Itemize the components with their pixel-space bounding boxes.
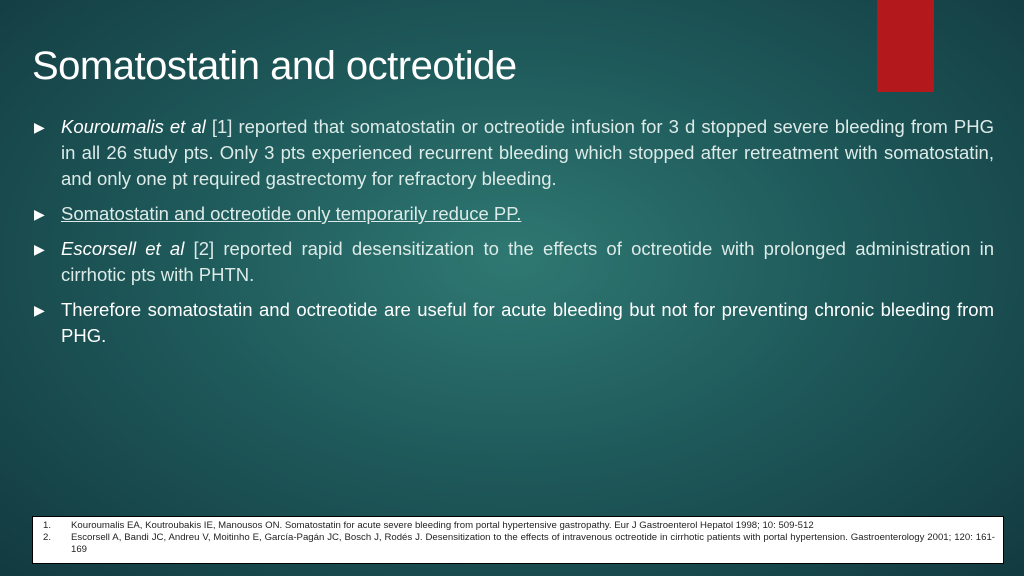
bullet-text: [1] reported that somatostatin or octreotide infusion for 3 d stopped severe bleeding from PHG in all 26 study pts. Only 3 pts experienced recurrent bleeding which stopped after retreatment with somatostatin, and only one pt required gastrectomy for refractory bleeding. [61,116,994,189]
slide-title: Somatostatin and octreotide [32,44,517,88]
reference-text: Kouroumalis EA, Koutroubakis IE, Manousos ON. Somatostatin for acute severe bleeding from portal hypertensive gastropathy. Eur J Gastroenterol Hepatol 1998; 10: 509-512 [71,520,814,531]
accent-bar [877,0,934,92]
bullet-temporary-reduction [34,201,994,227]
bullet-text: Therefore somatostatin and octreotide are useful for acute bleeding but not for preventing chronic bleeding from PHG. [61,299,994,346]
bullet-escorsell [34,236,994,288]
reference-item [43,520,995,532]
bullet-arrow-icon: ▶ [34,241,45,257]
bullet-arrow-icon: ▶ [34,302,45,318]
bullet-conclusion [34,297,994,349]
reference-number: 2. [43,532,52,543]
bullet-list [34,114,994,358]
author-name: Kouroumalis et al [61,116,206,137]
reference-number: 1. [43,520,52,531]
bullet-kouroumalis [34,114,994,192]
bullet-text: [2] reported rapid desensitization to the effects of octreotide with prolonged administration in cirrhotic pts with PHTN. [61,238,994,285]
reference-item [43,532,995,556]
author-name: Escorsell et al [61,238,185,259]
reference-text: Escorsell A, Bandi JC, Andreu V, Moitinho E, García-Pagán JC, Bosch J, Rodés J. Desensitization to the effects of intravenous octreotide in cirrhotic patients with portal hypertension. Gastroenterology 2001; 120: 161-169 [71,532,995,555]
bullet-arrow-icon: ▶ [34,206,45,222]
bullet-arrow-icon: ▶ [34,119,45,135]
bullet-link-text[interactable]: Somatostatin and octreotide only temporarily reduce PP. [61,203,522,224]
references-box [32,516,1004,564]
